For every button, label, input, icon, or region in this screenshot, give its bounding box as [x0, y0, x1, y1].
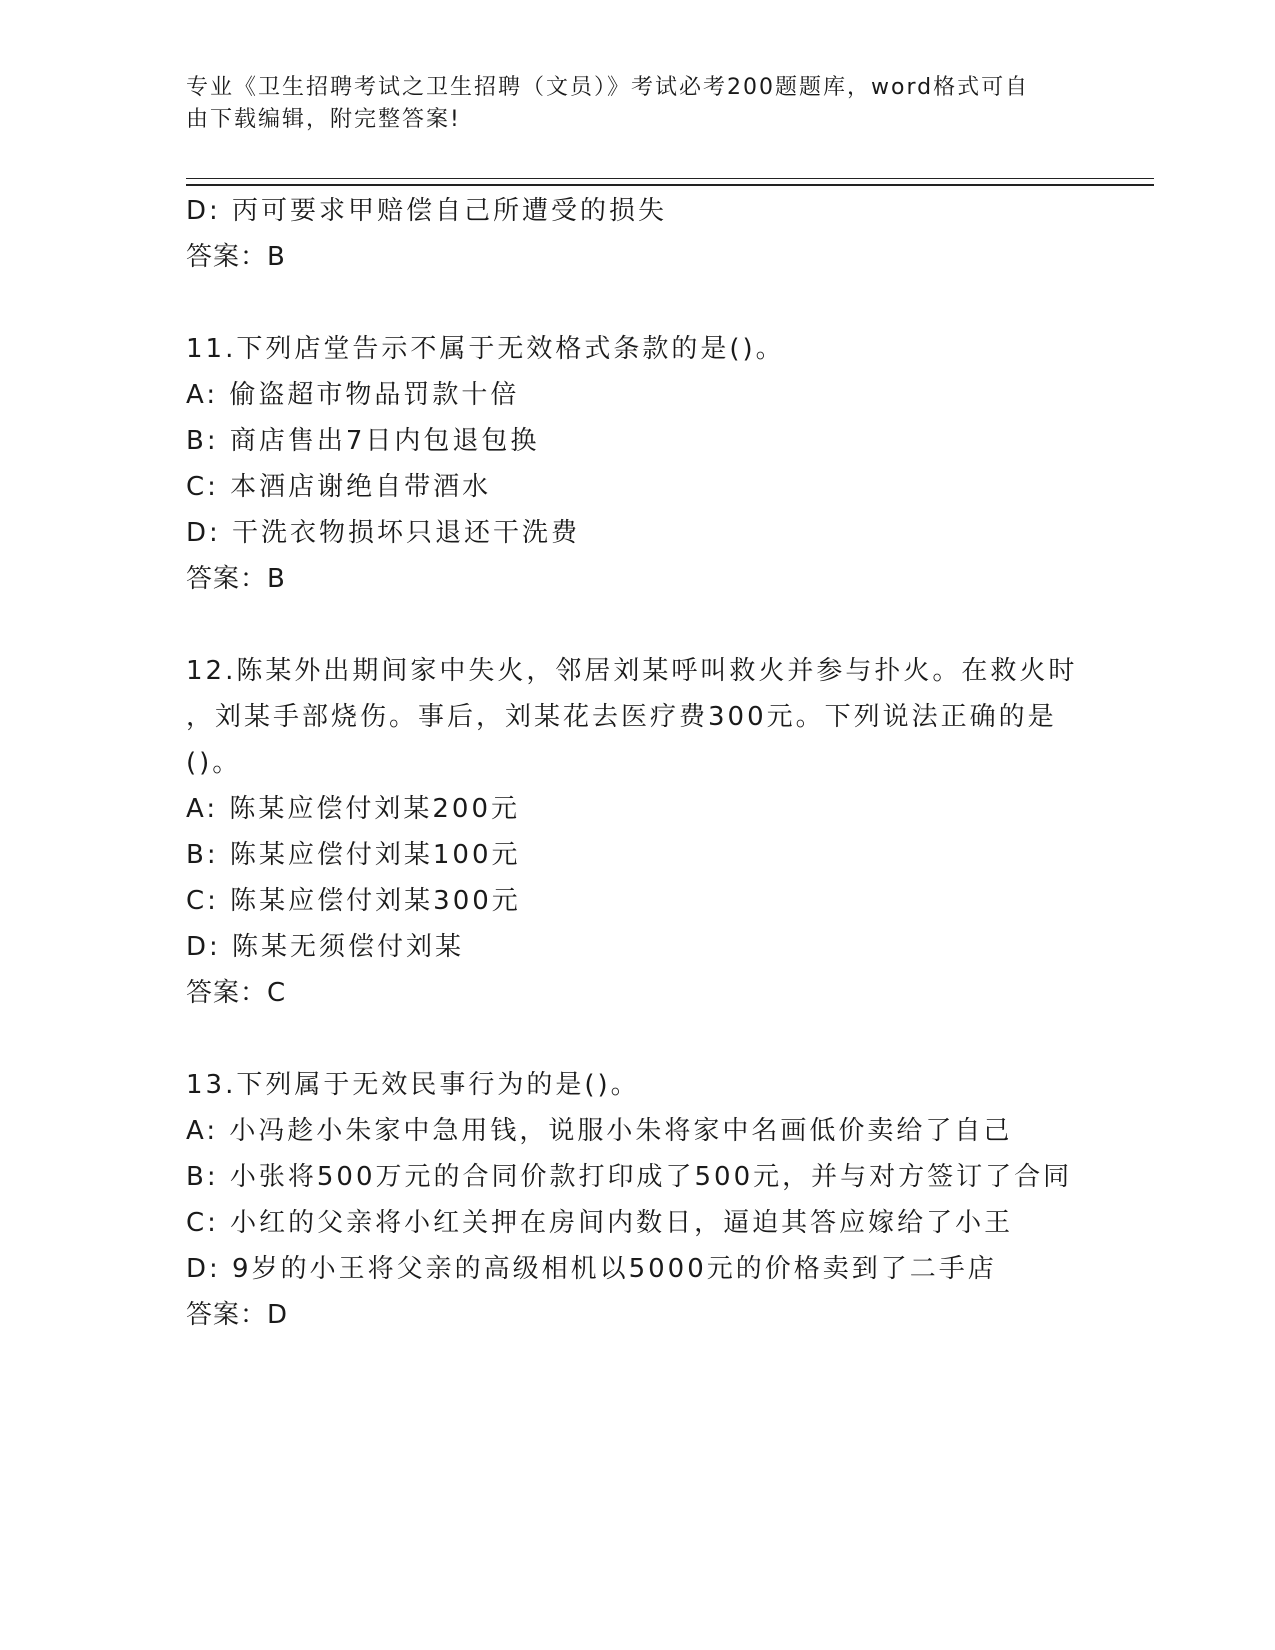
previous-question-tail [186, 188, 1086, 280]
question-text: 11.下列店堂告示不属于无效格式条款的是()。 [186, 334, 785, 364]
option-d: D: 陈某无须偿付刘某 [186, 932, 465, 962]
header-line-1: 专业《卫生招聘考试之卫生招聘（文员）》考试必考200题题库，word格式可自 [186, 75, 1030, 100]
option-b: B: 陈某应偿付刘某100元 [186, 840, 521, 870]
option-c: C: 陈某应偿付刘某300元 [186, 886, 521, 916]
option-a: A: 偷盗超市物品罚款十倍 [186, 380, 520, 410]
answer-label: 答案：C [186, 978, 287, 1008]
question-text: 13.下列属于无效民事行为的是()。 [186, 1070, 640, 1100]
option-a: A: 陈某应偿付刘某200元 [186, 794, 520, 824]
question-text-line-3: ()。 [186, 748, 242, 778]
question-12 [186, 648, 1086, 1016]
option-d: D: 干洗衣物损坏只退还干洗费 [186, 518, 581, 548]
option-c: C: 小红的父亲将小红关押在房间内数日，逼迫其答应嫁给了小王 [186, 1208, 1014, 1238]
header-divider [186, 178, 1154, 186]
spacer [186, 602, 1086, 648]
option-c: C: 本酒店谢绝自带酒水 [186, 472, 492, 502]
spacer [186, 280, 1086, 326]
option-a: A: 小冯趁小朱家中急用钱，说服小朱将家中名画低价卖给了自己 [186, 1116, 1013, 1146]
question-text-line-1: 12.陈某外出期间家中失火，邻居刘某呼叫救火并参与扑火。在救火时 [186, 656, 1078, 686]
document-body [186, 188, 1086, 1338]
option-d: D: 9岁的小王将父亲的高级相机以5000元的价格卖到了二手店 [186, 1254, 997, 1284]
option-b: B: 小张将500万元的合同价款打印成了500元，并与对方签订了合同 [186, 1162, 1073, 1192]
answer-label: 答案：D [186, 1300, 289, 1330]
spacer [186, 1016, 1086, 1062]
header-line-2: 由下载编辑，附完整答案! [186, 107, 461, 132]
question-11 [186, 326, 1086, 602]
option-b: B: 商店售出7日内包退包换 [186, 426, 540, 456]
answer-label: 答案：B [186, 242, 286, 272]
option-d: D: 丙可要求甲赔偿自己所遭受的损失 [186, 196, 668, 226]
question-13 [186, 1062, 1086, 1338]
question-text-line-2: ，刘某手部烧伤。事后，刘某花去医疗费300元。下列说法正确的是 [186, 702, 1057, 732]
page-header [186, 72, 1086, 136]
answer-label: 答案：B [186, 564, 286, 594]
